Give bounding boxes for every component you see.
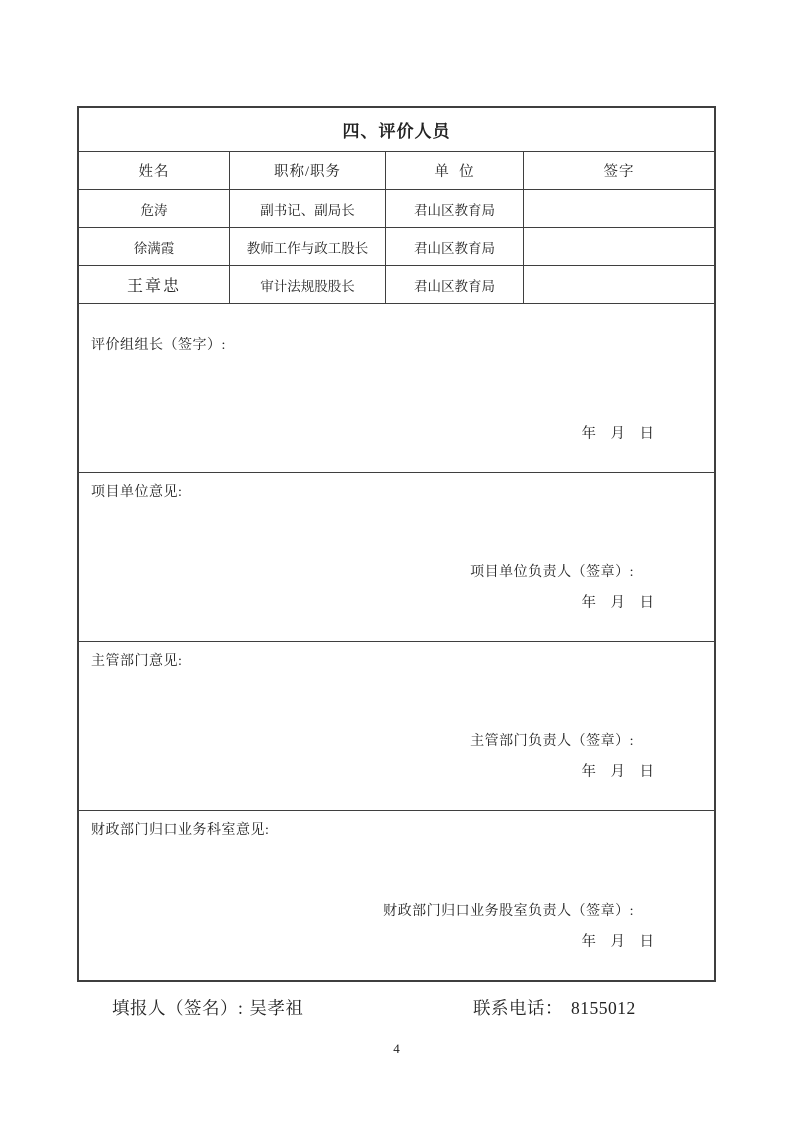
column-header-signature: 签字 (524, 152, 714, 190)
section-supervising-department-opinion (79, 642, 714, 811)
date-line: 年 月 日 (581, 934, 654, 950)
cell-name: 危涛 (79, 190, 230, 228)
filler-name-value: 吴孝祖 (249, 998, 304, 1018)
filler-name-label: 填报人（签名）: (112, 998, 244, 1018)
page-number: 4 (393, 1041, 400, 1056)
sign-block (91, 418, 702, 450)
section-evaluation-group-leader (79, 304, 714, 473)
section-label: 财政部门归口业务科室意见: (91, 823, 270, 838)
sign-block (91, 559, 702, 619)
cell-name: 王章忠 (79, 266, 230, 304)
column-header-name: 姓名 (79, 152, 230, 190)
filler-line (112, 995, 303, 1020)
phone-label: 联系电话： (473, 998, 563, 1018)
cell-title: 副书记、副局长 (230, 190, 386, 228)
section-finance-department-opinion (79, 811, 714, 980)
section-label: 主管部门意见: (91, 654, 183, 669)
cell-signature (524, 266, 714, 304)
responsible-line: 财政部门归口业务股室负责人（签章）: (383, 904, 634, 919)
section-title: 四、评价人员 (79, 108, 714, 152)
cell-name: 徐满霞 (79, 228, 230, 266)
date-line: 年 月 日 (581, 426, 654, 442)
section-label: 项目单位意见: (91, 485, 183, 500)
cell-title: 教师工作与政工股长 (230, 228, 386, 266)
section-label: 评价组组长（签字）: (91, 338, 226, 353)
sign-block (91, 728, 702, 788)
cell-unit: 君山区教育局 (386, 228, 524, 266)
column-header-title: 职称/职务 (230, 152, 386, 190)
evaluation-personnel-table (77, 106, 716, 982)
cell-signature (524, 190, 714, 228)
cell-signature (524, 228, 714, 266)
personnel-grid (79, 152, 714, 304)
section-project-unit-opinion (79, 473, 714, 642)
responsible-line: 主管部门负责人（签章）: (470, 734, 634, 749)
cell-unit: 君山区教育局 (386, 190, 524, 228)
cell-title: 审计法规股股长 (230, 266, 386, 304)
column-header-unit: 单 位 (386, 152, 524, 190)
cell-unit: 君山区教育局 (386, 266, 524, 304)
sign-block (91, 898, 702, 958)
phone-line (473, 995, 636, 1020)
date-line: 年 月 日 (581, 764, 654, 780)
responsible-line: 项目单位负责人（签章）: (470, 565, 634, 580)
phone-value: 8155012 (571, 998, 636, 1018)
date-line: 年 月 日 (581, 595, 654, 611)
